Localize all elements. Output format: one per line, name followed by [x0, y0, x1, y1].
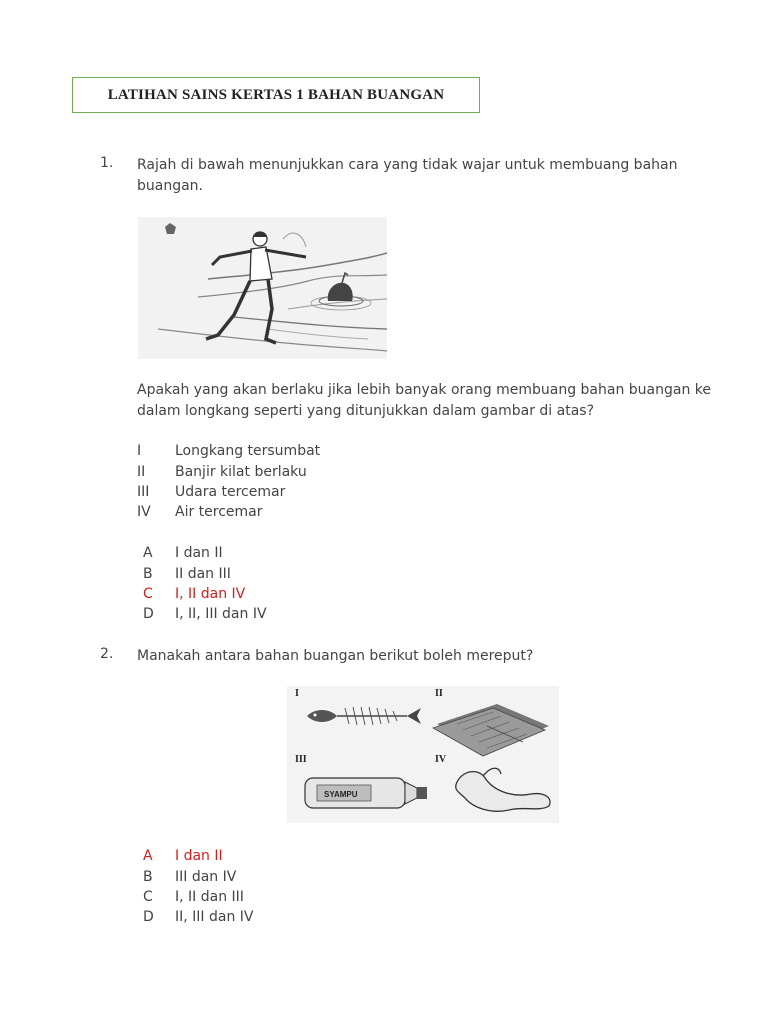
option-letter[interactable]: B [143, 869, 153, 885]
option-text[interactable]: I, II dan III [175, 889, 244, 905]
question-1-number: 1. [100, 155, 114, 171]
worksheet-title: LATIHAN SAINS KERTAS 1 BAHAN BUANGAN [72, 77, 480, 113]
statement-numeral: I [137, 443, 142, 459]
drain-illustration [138, 217, 387, 359]
option-letter-correct[interactable]: C [143, 586, 153, 602]
option-letter[interactable]: B [143, 566, 153, 582]
question-2-stem: Manakah antara bahan buangan berikut boleh mereput? [137, 648, 534, 664]
figure-waste-items [287, 686, 559, 823]
statement-text: Air tercemar [175, 504, 263, 520]
figure-label-ii: II [435, 688, 443, 699]
question-1-stem-line-2: buangan. [137, 178, 204, 194]
shampoo-label-text: SYAMPU [324, 790, 358, 799]
statement-numeral: IV [137, 504, 151, 520]
question-1-prompt-line-1: Apakah yang akan berlaku jika lebih banyak orang membuang bahan buangan ke [137, 382, 711, 398]
figure-person-throwing-rubbish-into-drain [138, 217, 387, 359]
figure-label-iii: III [295, 754, 307, 765]
option-text-correct[interactable]: I dan II [175, 848, 223, 864]
option-text[interactable]: I dan II [175, 545, 223, 561]
option-text-correct[interactable]: I, II dan IV [175, 586, 246, 602]
option-text[interactable]: III dan IV [175, 869, 237, 885]
option-letter[interactable]: A [143, 545, 153, 561]
option-letter[interactable]: C [143, 889, 153, 905]
figure-label-i: I [295, 688, 299, 699]
statement-text: Banjir kilat berlaku [175, 464, 307, 480]
option-letter[interactable]: D [143, 909, 154, 925]
statement-text: Udara tercemar [175, 484, 286, 500]
question-2-number: 2. [100, 646, 114, 662]
option-letter-correct[interactable]: A [143, 848, 153, 864]
option-letter[interactable]: D [143, 606, 154, 622]
figure-label-iv: IV [435, 754, 447, 765]
option-text[interactable]: I, II, III dan IV [175, 606, 267, 622]
statement-numeral: II [137, 464, 146, 480]
option-text[interactable]: II, III dan IV [175, 909, 254, 925]
option-text[interactable]: II dan III [175, 566, 231, 582]
question-1-stem-line-1: Rajah di bawah menunjukkan cara yang tidak wajar untuk membuang bahan [137, 157, 678, 173]
statement-text: Longkang tersumbat [175, 443, 321, 459]
waste-items-illustration [287, 686, 559, 823]
statement-numeral: III [137, 484, 150, 500]
question-1-prompt-line-2: dalam longkang seperti yang ditunjukkan dalam gambar di atas? [137, 403, 594, 419]
